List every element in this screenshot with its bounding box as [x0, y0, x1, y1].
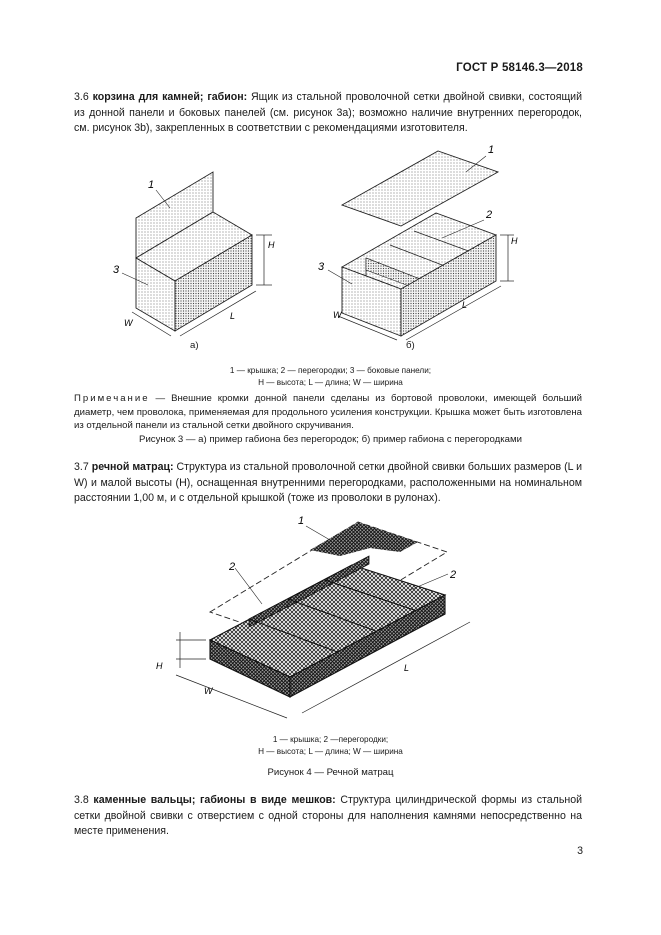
section-text: Структура цилиндрической формы из стальной сетки двойной свивки с отверстием с одной стороны для наполнения камнями непосредственно на месте применения.: [74, 794, 583, 838]
label-b-1: 1: [488, 144, 495, 156]
label-b-l: L: [462, 300, 468, 310]
section-term: речной матрац:: [91, 461, 174, 473]
section-number: 3.6: [74, 91, 89, 103]
label-m-w: W: [204, 686, 213, 696]
legend-line: H — высота; L — длина; W — ширина: [258, 377, 403, 387]
figure-3-legend: [0, 365, 661, 388]
gabion-b-lid: [342, 151, 498, 226]
section-number: 3.7: [74, 461, 89, 473]
note-label: Примечание: [74, 393, 150, 404]
gabion-a: [122, 172, 272, 336]
section-term: корзина для камней; габион:: [92, 91, 248, 103]
legend-line: H — высота; L — длина; W — ширина: [258, 746, 403, 756]
label-a-h: H: [268, 240, 275, 250]
figure-3a-sublabel: а): [190, 340, 199, 351]
mattress-drawing: [176, 522, 470, 718]
label-b-w: W: [333, 310, 342, 320]
section-3-8: [74, 793, 582, 840]
label-m-h: H: [156, 661, 163, 671]
figure-4-legend: [0, 734, 661, 757]
label-a-l: L: [230, 311, 236, 321]
section-text: Структура из стальной проволочной сетки двойной свивки больших размеров (L и W) и малой высоты (H), оснащенная внутренними перегородками, расположенными на номинальном расстоянии 1,00 м, и с отдельной крышкой (тоже из проволоки в рулонах).: [74, 461, 582, 505]
label-a-w: W: [124, 318, 133, 328]
label-a-1: 1: [148, 179, 155, 191]
section-3-7: [74, 460, 582, 507]
figure-3-note: [74, 392, 582, 433]
gabion-b: [328, 151, 514, 340]
note-text: — Внешние кромки донной панели сделаны из бортовой проволоки, имеющей больший диаметр, чем проволока, применяемая для продольного усиления конструкции. Крышка может быть изготовлена из отдельной панели из стальной сетки двойного скручивания.: [74, 393, 582, 432]
label-m-1: 1: [298, 515, 305, 527]
figure-4-caption: Рисунок 4 — Речной матрац: [267, 767, 394, 778]
legend-line: 1 — крышка; 2 —перегородки;: [272, 735, 389, 744]
label-a-3: 3: [113, 264, 120, 276]
section-text: Ящик из стальной проволочной сетки двойной свивки, состоящий из донной панели и боковых панелей (см. рисунок 3а); возможно наличие внутренних перегородок, см. рисунок 3b), закрепленных в соответствии с рекомендациями изготовителя.: [74, 91, 582, 135]
section-term: каменные вальцы; габионы в виде мешков:: [93, 794, 336, 806]
figure-3-caption: Рисунок 3 — а) пример габиона без перегородок; б) пример габиона с перегородками: [139, 434, 522, 445]
section-number: 3.8: [74, 794, 89, 806]
label-m-l: L: [404, 663, 410, 673]
mattress-lid-mesh: [310, 522, 418, 556]
label-b-h: H: [511, 236, 518, 246]
label-b-2: 2: [486, 209, 493, 221]
label-m-2b: 2: [450, 569, 457, 581]
figure-3b-sublabel: б): [406, 340, 415, 351]
label-m-2a: 2: [229, 561, 236, 573]
legend-line: 1 — крышка; 2 — перегородки; 3 — боковые панели;: [229, 366, 432, 375]
page-number: 3: [577, 845, 583, 857]
label-b-3: 3: [318, 261, 325, 273]
standard-id: ГОСТ Р 58146.3—2018: [456, 62, 583, 74]
